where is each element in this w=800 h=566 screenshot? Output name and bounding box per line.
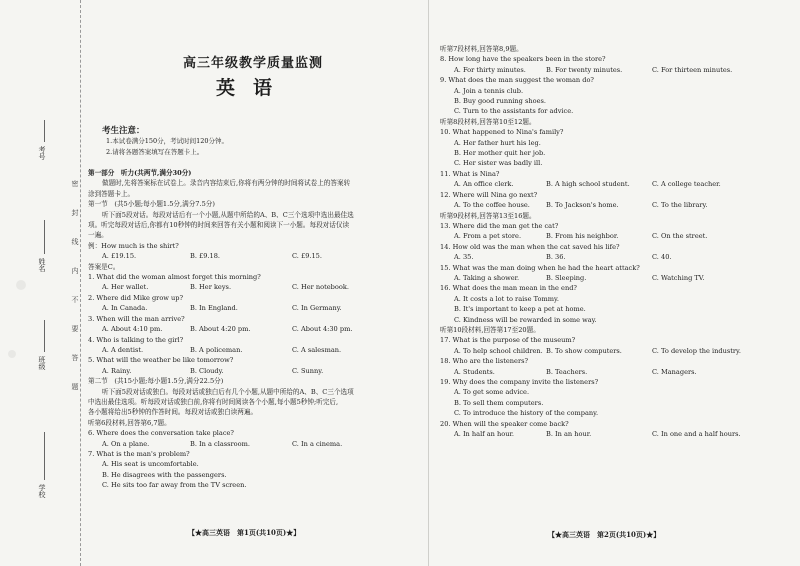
option: B. Her keys. [190,283,232,292]
option: A. To get some advice. [454,388,530,397]
option: A. In Canada. [102,304,148,313]
option: A. For thirty minutes. [454,65,526,74]
option: A. 35. [454,253,474,262]
material-9-heading: 听第9段材料,回答第13至16题。 [440,211,536,220]
binding-margin [0,0,81,566]
option: A. Taking a shower. [454,273,520,282]
option: A. Join a tennis club. [454,86,524,95]
section2-intro-line-2: 中选出最佳选项。听每段对话或独白前,你将有时间阅读各个小题,每小题5秒钟;听完后, [88,397,339,406]
material-8-heading: 听第8段材料,回答第10至12题。 [440,117,536,126]
question-15-options [440,273,790,283]
part1-intro-line-2: 涂到答题卡上。 [88,189,135,198]
question-10: 10. What happened to Nina's family? [440,128,564,137]
option: C. About 4:30 pm. [292,325,353,334]
question-6-options [88,439,418,449]
field-school-label: 学校 [38,484,46,498]
question-12-options [440,200,790,210]
field-exam-number-label: 考号 [38,146,46,160]
option: B. In a classroom. [190,439,250,448]
option: A. Students. [454,367,495,376]
option: B. Her mother quit her job. [454,149,546,158]
option: C. In Germany. [292,304,342,313]
option: A. An office clerk. [454,180,514,189]
question-6: 6. Where does the conversation take place? [88,429,234,438]
question-19: 19. Why does the company invite the listeners? [440,378,599,386]
option: C. Turn to the assistants for advice. [454,107,574,116]
option: C. On the street. [652,232,708,241]
subject-title: 英语 [215,77,290,99]
option: B. A policeman. [190,345,243,354]
question-1-options [88,282,418,292]
field-exam-number-line [44,120,45,142]
option: B. To sell them computers. [454,398,544,407]
option: C. To develop the industry. [652,346,741,355]
example-options [88,251,418,261]
option: C. For thirteen minutes. [652,65,733,74]
option: A. To the coffee house. [454,201,530,210]
section2-intro-line-1: 听下面5段对话或独白。每段对话或独白后有几个小题,从题中所给的A、B、C三个选项 [102,387,354,396]
material-6-heading: 听第6段材料,回答第6,7题。 [88,418,171,427]
option: B. 36. [546,253,566,262]
question-8: 8. How long have the speakers been in the store? [440,55,606,64]
question-3-options [88,324,418,334]
option: B. Teachers. [546,367,588,376]
right-page-footer: 【★高三英语 第2页(共10页)★】 [548,530,661,539]
question-12: 12. Where will Nina go next? [440,190,538,199]
section2-heading: 第二节 (共15小题;每小题1.5分,满分22.5分) [88,377,224,386]
question-18-options [440,367,790,377]
option: C. £9.15. [292,252,322,261]
scan-smudge [8,350,16,358]
option: C. In one and a half hours. [652,430,741,439]
question-2-options [88,303,418,313]
question-7: 7. What is the man's problem? [88,449,190,458]
option: A. It costs a lot to raise Tommy. [454,294,559,303]
field-name-line [44,220,45,254]
material-7-heading: 听第7段材料,回答第8,9题。 [440,45,523,53]
question-17-options [440,346,790,356]
option: B. Cloudy. [190,366,224,375]
option: A. From a pet store. [454,232,522,241]
option: C. Kindness will be rewarded in some way. [454,315,597,324]
left-page-footer: 【★高三英语 第1页(共10页)★】 [188,528,301,537]
right-page [440,44,790,564]
option: A. Her father hurt his leg. [454,138,541,147]
question-15: 15. What was the man doing when he had the heart attack? [440,263,640,272]
question-16: 16. What does the man mean in the end? [440,284,577,293]
option: C. Her sister was badly ill. [454,159,543,168]
question-20-options [440,429,790,439]
option: B. Sleeping. [546,273,587,282]
option: C. Managers. [652,367,697,376]
option: A. To help school children. [454,346,543,355]
question-11-options [440,179,790,189]
option: A. About 4:10 pm. [102,325,163,334]
question-11: 11. What is Nina? [440,169,500,178]
option: C. In a cinema. [292,439,343,448]
exam-title: 高三年级教学质量监测 [182,56,323,71]
option: B. Buy good running shoes. [454,97,546,106]
question-17: 17. What is the purpose of the museum? [440,336,576,345]
seal-line-text: 密封线内不要答题 [71,180,79,412]
question-5: 5. What will the weather be like tomorrow? [88,356,234,365]
question-20: 20. When will the speaker come back? [440,419,569,428]
option: C. A salesman. [292,345,342,354]
option: B. In an hour. [546,430,592,439]
question-14: 14. How old was the man when the cat saved his life? [440,242,620,251]
option: B. £9.18. [190,252,221,261]
example-answer: 答案是C。 [88,262,120,271]
option: A. A dentist. [102,345,144,354]
field-name-label: 姓名 [38,258,46,272]
option: C. 40. [652,253,672,262]
field-school-line [44,432,45,480]
part1-heading: 第一部分 听力(共两节,满分30分) [88,169,192,177]
notes-heading: 考生注意： [102,126,145,136]
question-18: 18. Who are the listeners? [440,357,529,366]
option: C. To the library. [652,201,708,210]
option: B. To Jackson's home. [546,201,619,210]
question-1: 1. What did the woman almost forget this morning? [88,273,261,282]
option: C. Sunny. [292,366,324,375]
question-8-options [440,65,790,75]
question-5-options [88,366,418,376]
option: B. To show computers. [546,346,622,355]
left-page [88,40,418,566]
option: C. He sits too far away from the TV screen. [102,481,247,490]
question-13-options [440,231,790,241]
option: B. In England. [190,304,238,313]
note-1: 1.本试卷满分150分，考试时间120分钟。 [106,137,229,145]
option: C. To introduce the history of the company. [454,409,599,418]
question-4-options [88,345,418,355]
section1-intro-line-1: 听下面5段对话。每段对话后有一个小题,从题中所给的A、B、C三个选项中选出最佳选 [102,210,354,219]
question-2: 2. Where did Mike grow up? [88,293,184,302]
option: A. On a plane. [102,439,150,448]
section1-intro-line-2: 项。听完每段对话后,你都有10秒钟的时间来回答有关小题和阅读下一小题。每段对话仅读 [88,221,350,230]
option: A. £19.15. [102,252,137,261]
option: C. Her notebook. [292,283,349,292]
option: A. Rainy. [102,366,132,375]
option: B. He disagrees with the passengers. [102,470,227,479]
scan-smudge [16,280,26,290]
option: B. For twenty minutes. [546,65,623,74]
option: A. His seat is uncomfortable. [102,460,199,469]
option: B. From his neighbor. [546,232,619,241]
option: B. It's important to keep a pet at home. [454,305,586,314]
option: A. In half an hour. [454,430,514,439]
option: B. A high school student. [546,180,630,189]
material-10-heading: 听第10段材料,回答第17至20题。 [440,325,540,334]
option: A. Her wallet. [102,283,149,292]
example-question: 例：How much is the shirt? [88,241,179,250]
question-9: 9. What does the man suggest the woman do? [440,76,594,85]
question-14-options [440,252,790,262]
option: C. A college teacher. [652,180,721,189]
section1-intro-line-3: 一遍。 [88,231,108,240]
part1-intro-line-1: 做题时,先将答案标在试卷上。录音内容结束后,你将有两分钟的时间将试卷上的答案转 [102,179,351,188]
question-13: 13. Where did the man get the cat? [440,221,559,230]
field-class-label: 班级 [38,356,46,370]
field-class-line [44,320,45,352]
option: B. About 4:20 pm. [190,325,251,334]
question-4: 4. Who is talking to the girl? [88,335,184,344]
question-3: 3. When will the man arrive? [88,314,185,323]
note-2: 2.请将各题答案填写在答题卡上。 [106,148,204,156]
section1-heading: 第一节 (共5小题;每小题1.5分,满分7.5分) [88,200,215,209]
page-divider [428,0,429,566]
section2-intro-line-3: 各小题将给出5秒钟的作答时间。每段对话或独白读两遍。 [88,408,258,417]
option: C. Watching TV. [652,273,705,282]
